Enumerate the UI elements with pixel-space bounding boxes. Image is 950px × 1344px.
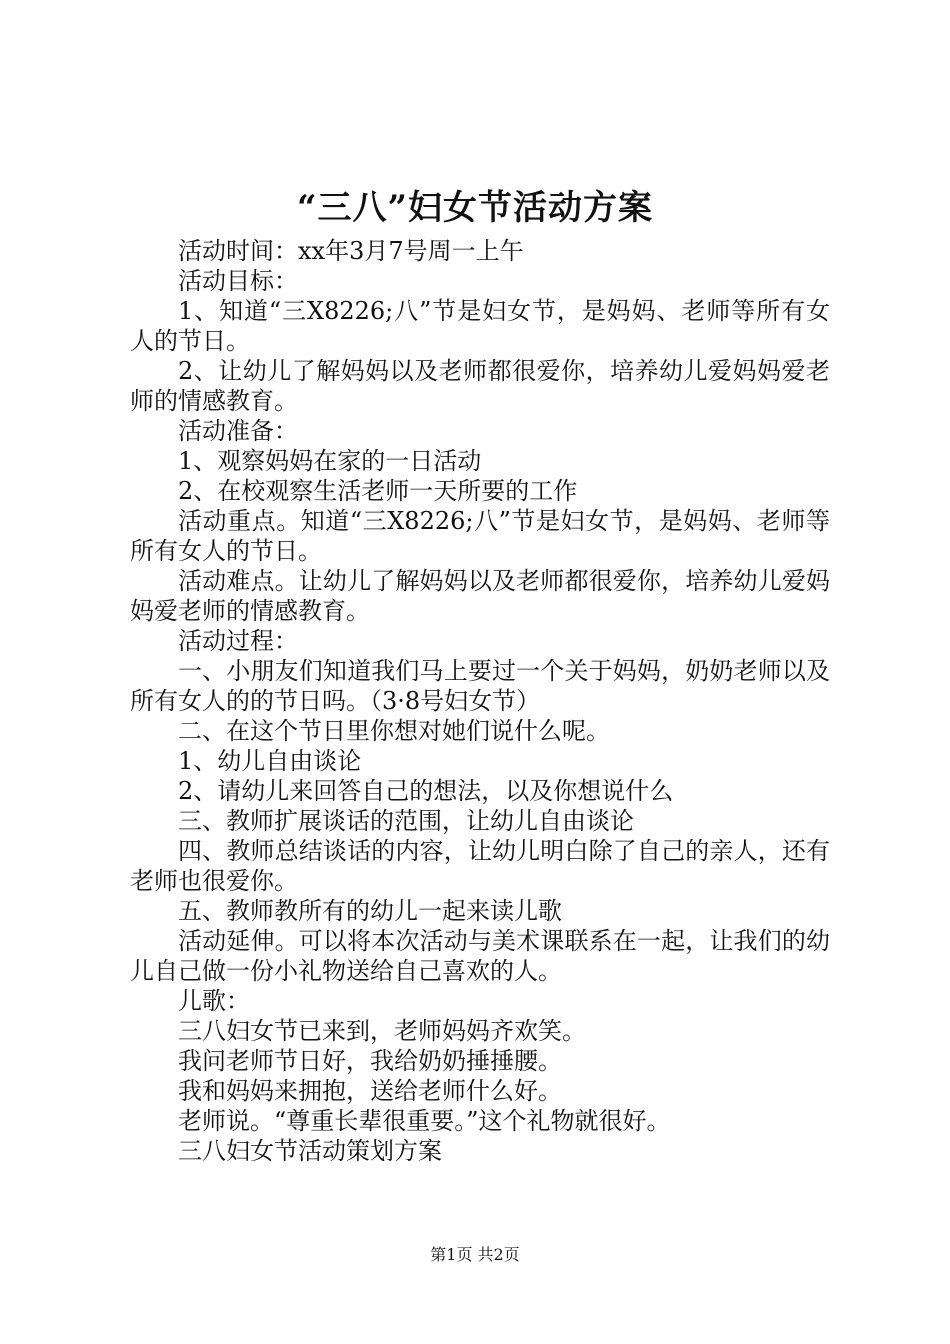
paragraph: 四、教师总结谈话的内容，让幼儿明白除了自己的亲人，还有老师也很爱你。 <box>130 837 830 895</box>
document-body <box>130 236 830 1166</box>
paragraph: 我和妈妈来拥抱，送给老师什么好。 <box>178 1077 562 1105</box>
paragraph: 三八妇女节已来到，老师妈妈齐欢笑。 <box>178 1017 586 1045</box>
paragraph: 2、请幼儿来回答自己的想法，以及你想说什么 <box>178 777 674 805</box>
paragraph: 儿歌： <box>178 987 250 1015</box>
paragraph: 五、教师教所有的幼儿一起来读儿歌 <box>178 897 562 925</box>
paragraph: 一、小朋友们知道我们马上要过一个关于妈妈，奶奶老师以及所有女人的的节日吗。（3·8号妇女节） <box>130 657 830 715</box>
document-title: “三八”妇女节活动方案 <box>296 188 654 228</box>
paragraph: 活动准备： <box>178 417 298 445</box>
paragraph: 1、观察妈妈在家的一日活动 <box>178 447 482 475</box>
paragraph: 1、幼儿自由谈论 <box>178 747 362 775</box>
paragraph: 活动重点。知道“三X8226;八”节是妇女节，是妈妈、老师等所有女人的节日。 <box>130 507 830 565</box>
paragraph: 老师说。“尊重长辈很重要。”这个礼物就很好。 <box>178 1107 671 1135</box>
paragraph: 我问老师节日好，我给奶奶捶捶腰。 <box>178 1047 562 1075</box>
paragraph: 活动难点。让幼儿了解妈妈以及老师都很爱你，培养幼儿爱妈妈爱老师的情感教育。 <box>130 567 830 625</box>
paragraph: 活动时间：xx年3月7号周一上午 <box>178 237 524 265</box>
paragraph: 三、教师扩展谈话的范围，让幼儿自由谈论 <box>178 807 634 835</box>
paragraph: 1、知道“三X8226;八”节是妇女节，是妈妈、老师等所有女人的节日。 <box>130 297 830 355</box>
page-number-footer: 第1页 共2页 <box>430 1245 520 1264</box>
paragraph: 活动目标： <box>178 267 298 295</box>
paragraph: 2、在校观察生活老师一天所要的工作 <box>178 477 578 505</box>
paragraph: 活动过程： <box>178 627 298 655</box>
paragraph: 2、让幼儿了解妈妈以及老师都很爱你，培养幼儿爱妈妈爱老师的情感教育。 <box>130 357 830 415</box>
paragraph: 二、在这个节日里你想对她们说什么呢。 <box>178 717 610 745</box>
paragraph: 活动延伸。可以将本次活动与美术课联系在一起，让我们的幼儿自己做一份小礼物送给自己喜欢的人。 <box>130 927 830 985</box>
paragraph: 三八妇女节活动策划方案 <box>178 1137 442 1165</box>
